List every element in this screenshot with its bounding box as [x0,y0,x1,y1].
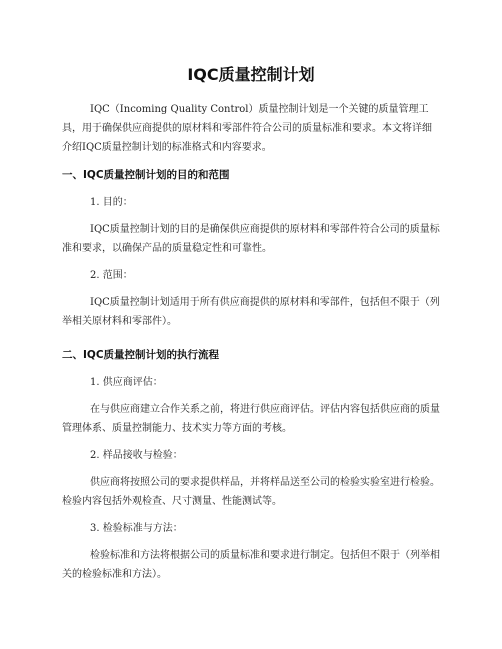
item-body: 检验标准和方法将根据公司的质量标准和要求进行制定。包括但不限于（列举相关的检验标准和方法）。 [62,550,440,580]
item-body: 供应商将按照公司的要求提供样品，并将样品送至公司的检验实验室进行检验。检验内容包括外观检查、尺寸测量、性能测试等。 [62,477,440,507]
item-body: IQC质量控制计划的目的是确保供应商提供的原材料和零部件符合公司的质量标准和要求，以确保产品的质量稳定性和可靠性。 [62,224,440,254]
item-label: 3. 检验标准与方法： [90,523,183,534]
document-body [62,100,440,584]
section-heading: 二、IQC质量控制计划的执行流程 [62,349,220,361]
item-body: IQC质量控制计划适用于所有供应商提供的原材料和零部件，包括但不限于（列举相关原材料和零部件）。 [62,297,440,327]
item-label: 1. 供应商评估： [90,377,163,388]
item-body: 在与供应商建立合作关系之前，将进行供应商评估。评估内容包括供应商的质量管理体系、质量控制能力、技术实力等方面的考核。 [62,404,440,434]
item-label: 2. 范围： [90,270,133,281]
intro-paragraph: IQC（Incoming Quality Control）质量控制计划是一个关键的质量管理工具，用于确保供应商提供的原材料和零部件符合公司的质量标准和要求。本文将详细介绍IQC质量控制计划的标准格式和内容要求。 [62,104,432,153]
document-title: IQC质量控制计划 [187,65,315,84]
section-heading: 一、IQC质量控制计划的目的和范围 [62,169,230,181]
item-label: 1. 目的： [90,197,133,208]
item-label: 2. 样品接收与检验： [90,450,183,461]
